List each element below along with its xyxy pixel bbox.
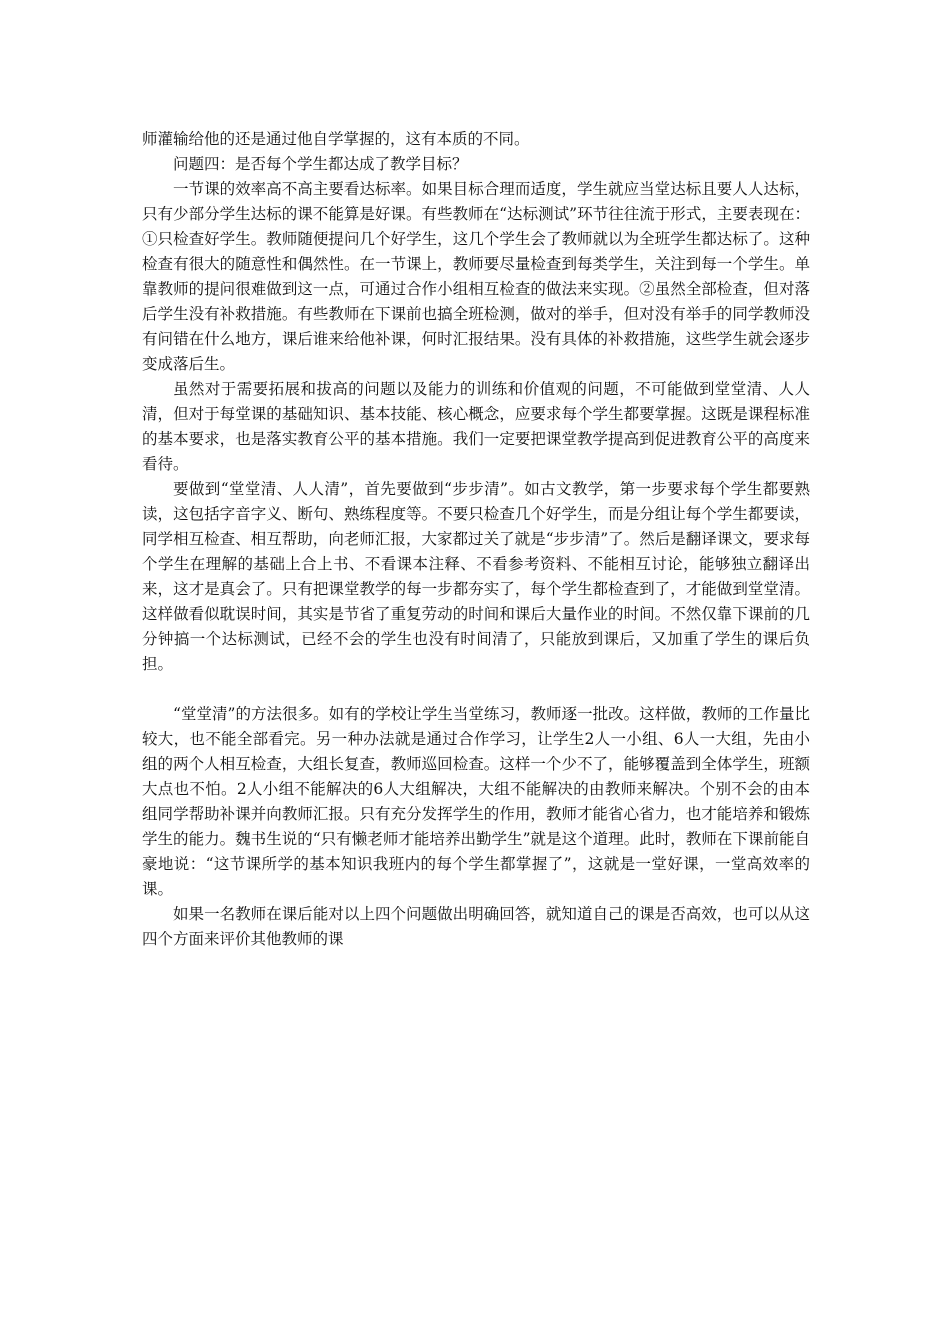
- question-four-heading: 问题四：是否每个学生都达成了教学目标？: [173, 155, 468, 173]
- paragraph-conclusion: 如果一名教师在课后能对以上四个问题做出明确回答，就知道自己的课是否高效，也可以从这四个方面来评价其他教师的课: [142, 905, 810, 948]
- paragraph-spacer: [142, 677, 810, 702]
- paragraph-efficiency: 一节课的效率高不高主要看达标率。如果目标合理而适度，学生就应当堂达标且要人人达标，只有少部分学生达标的课不能算是好课。有些教师在“达标测试”环节往往流于形式，主要表现在：①只检查好学生。教师随便提问几个好学生，这几个学生会了教师就以为全班学生都达标了。这种检查有很大的随意性和偶然性。在一节课上，教师要尽量检查到每类学生，关注到每一个学生。单靠教师的提问很难做到这一点，可通过合作小组相互检查的做法来实现。②虽然全部检查，但对落后学生没有补救措施。有些教师在下课前也搞全班检测，做对的举手，但对没有举手的同学教师没有问错在什么地方，课后谁来给他补课，何时汇报结果。没有具体的补救措施，这些学生就会逐步变成落后生。: [142, 180, 810, 373]
- paragraph-step-by-step: 要做到“堂堂清、人人清”，首先要做到“步步清”。如古文教学，第一步要求每个学生都要熟读，这包括字音字义、断句、熟练程度等。不要只检查几个好学生，而是分组让每个学生都要读，同学相互检查、相互帮助，向老师汇报，大家都过关了就是“步步清”了。然后是翻译课文，要求每个学生在理解的基础上合上书、不看课本注释、不看参考资料、不能相互讨论，能够独立翻译出来，这才是真会了。只有把课堂教学的每一步都夯实了，每个学生都检查到了，才能做到堂堂清。这样做看似耽误时间，其实是节省了重复劳动的时间和课后大量作业的时间。不然仅靠下课前的几分钟搞一个达标测试，已经不会的学生也没有时间清了，只能放到课后，又加重了学生的课后负担。: [142, 480, 810, 673]
- paragraph-continuation: 师灌输给他的还是通过他自学掌握的，这有本质的不同。: [142, 130, 530, 148]
- document-body: [142, 127, 810, 952]
- paragraph-fairness: 虽然对于需要拓展和拔高的问题以及能力的训练和价值观的问题，不可能做到堂堂清、人人清，但对于每堂课的基础知识、基本技能、核心概念，应要求每个学生都要掌握。这既是课程标准的基本要求，也是落实教育公平的基本措施。我们一定要把课堂教学提高到促进教育公平的高度来看待。: [142, 380, 810, 473]
- paragraph-methods: “堂堂清”的方法很多。如有的学校让学生当堂练习，教师逐一批改。这样做，教师的工作量比较大，也不能全部看完。另一种办法就是通过合作学习，让学生2人一小组、6人一大组，先由小组的两个人相互检查，大组长复查，教师巡回检查。这样一个少不了，能够覆盖到全体学生，班额大点也不怕。2人小组不能解决的6人大组解决，大组不能解决的由教师来解决。个别不会的由本组同学帮助补课并向教师汇报。只有充分发挥学生的作用，教师才能省心省力，也才能培养和锻炼学生的能力。魏书生说的“只有懒老师才能培养出勤学生”就是这个道理。此时，教师在下课前能自豪地说：“这节课所学的基本知识我班内的每个学生都掌握了”，这就是一堂好课，一堂高效率的课。: [142, 705, 810, 898]
